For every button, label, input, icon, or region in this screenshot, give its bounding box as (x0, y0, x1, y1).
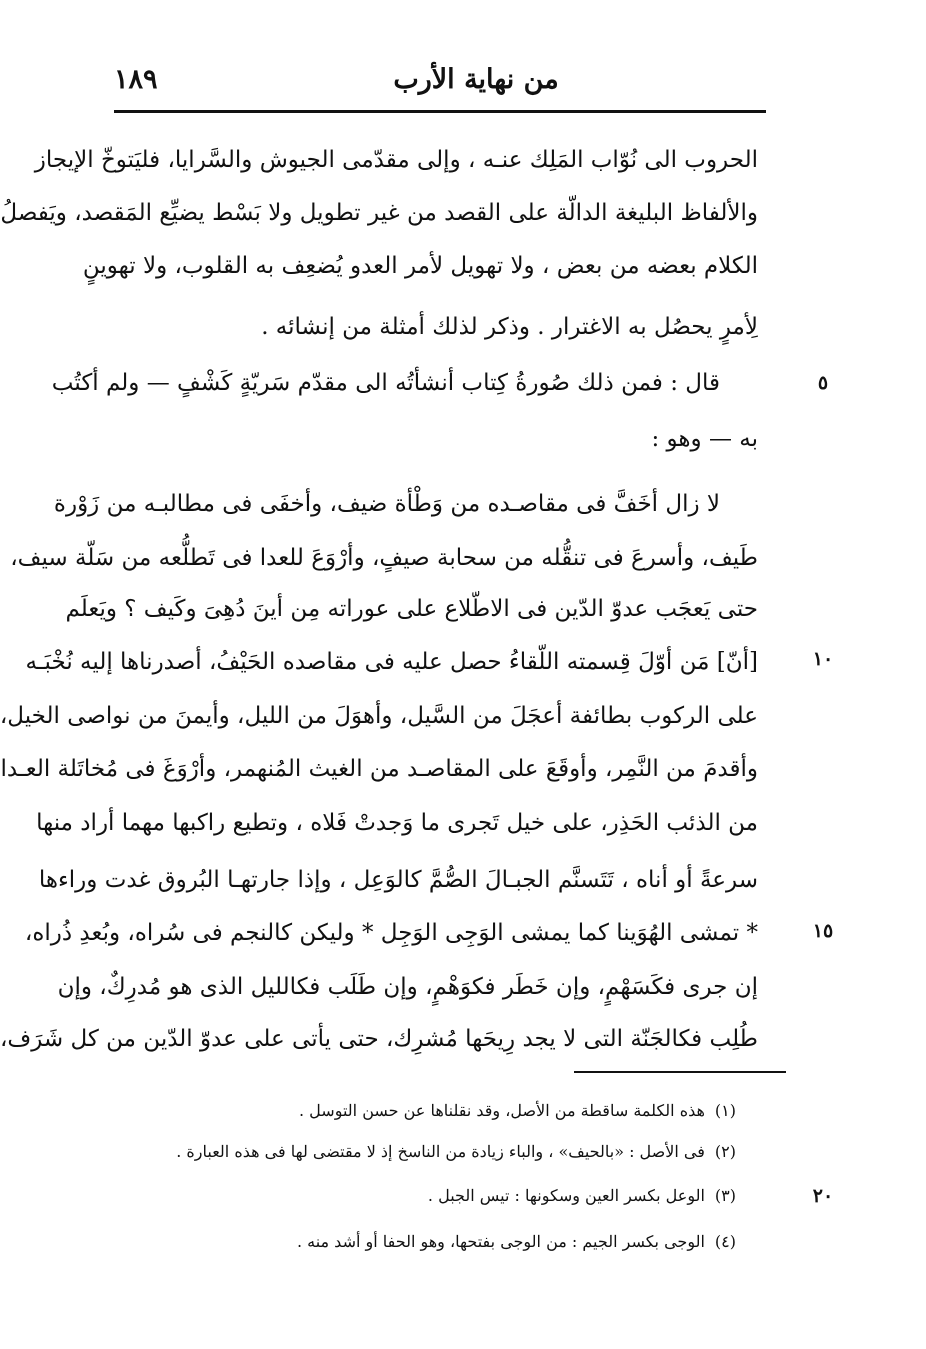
footnote (124, 1136, 736, 1168)
text-line: * تمشى الهُوَينا كما يمشى الوَجِى الوَجِل * وليكن كالنجم فى سُراه، وبُعدِ ذُراه، (24, 920, 758, 946)
footnote-number: (٢) (714, 1142, 736, 1161)
text-line: طُلِب فكالجَنّة التى لا يجد رِيحَها مُشرِك، حتى يأتى على عدوّ الدّين من كل شَرَف، (0, 1026, 758, 1052)
footnote-number: (٣) (714, 1186, 736, 1205)
text-line: على الركوب بطائفة أعجَلَ من السَّيل، وأهوَلَ من الليل، وأيمنَ من نواصى الخيل، (0, 703, 758, 729)
margin-line-number: ٥ (817, 372, 829, 394)
text-line: حتى يَعجَب عدوّ الدّين فى الاطّلاع على عوراته مِن أينَ دُهِىَ وكَيف ؟ ويَعلَم (65, 596, 758, 622)
footnote-text: الوعل بكسر العين وسكونها : تيس الجبل . (427, 1186, 705, 1205)
margin-line-number: ١٠ (812, 648, 834, 670)
footnote-text: الوجى بكسر الجيم : من الوجى بفتحها، وهو الحفا أو أشد منه . (296, 1232, 705, 1251)
text-line: لِأمرٍ يحصُل به الاغترار . وذكر لذلك أمثلة من إنشائه . (261, 314, 758, 340)
footnote (124, 1180, 736, 1212)
page-number: ١٨٩ (114, 64, 158, 95)
text-line: من الذئب الحَذِر، على خيل تَجرى ما وَجدتْ فَلاه ، وتطيع راكبها مهما أراد منها (36, 810, 758, 836)
text-line: به — وهو : (651, 426, 758, 452)
footnote-text: هذه الكلمة ساقطة من الأصل، وقد نقلناها عن حسن التوسل . (299, 1101, 705, 1120)
text-line: قال : فمن ذلك صُورةُ كِتاب أنشأتُه الى مقدّم سَريّةٍ كَشْفٍ — ولم أكتُب (51, 370, 720, 396)
footnote (124, 1226, 736, 1258)
footnote-divider (574, 1071, 786, 1073)
margin-line-number: ١٥ (812, 920, 834, 942)
text-line: وأقدمَ من النَّمِر، وأوقَعَ على المقاصـد من الغيث المُنهمر، وأرْوَغَ فى مُخاتَلة العـدا (0, 756, 758, 782)
text-line: [أنّ] مَن أوّلَ قِسمته اللّقاءُ حصل عليه فى مقاصده الحَيْفُ، أصدرناها إليه نُخْبَـه (25, 649, 758, 675)
text-line: إن جرى فكَسَهْمٍ، وإن خَطَر فكوَهْمٍ، وإن طَلَب فكالليل الذى هو مُدرِكٌ، وإن (57, 974, 758, 1000)
footnote-text: فى الأصل : «بالحيف» ، والباء زيادة من الناسخ إذ لا مقتضى لها فى هذه العبارة . (176, 1142, 705, 1161)
margin-line-number: ٢٠ (812, 1185, 834, 1207)
text-line: الحروب الى نُوّاب المَلِك عنـه ، وإلى مقدّمى الجيوش والسَّرايا، فليَتوخّ الإيجاز (34, 147, 758, 173)
text-line: لا زال أخَفَّ فى مقاصـده من وَطْأة ضيف، وأخفَى فى مطالبـه من زَوْرة (53, 491, 720, 517)
text-line: الكلام بعضه من بعض ، ولا تهويل لأمر العدو يُضعِف به القلوب، ولا تهوينٍ (82, 253, 758, 279)
footnote-number: (٤) (714, 1232, 736, 1251)
text-line: طَيف، وأسرعَ فى تنقُّله من سحابة صيفٍ، وأرْوَعَ للعدا فى تَطلُّعه من سَلّة سيف، (10, 545, 758, 571)
footnote (124, 1095, 736, 1127)
text-line: سرعةً أو أناه ، تَتَسنَّم الجبـالَ الصُّمَّ كالوَعِل ، وإذا جارتهـا البُروق غدت وراءها (38, 867, 758, 893)
footnote-number: (١) (714, 1101, 736, 1120)
text-line: والألفاظ البليغة الدالّة على القصد من غير تطويل ولا بَسْط يضيِّع المَقصد، ويَفصلُ (0, 200, 758, 226)
header-divider (114, 110, 766, 113)
running-header-title: من نهاية الأرب (393, 64, 559, 95)
